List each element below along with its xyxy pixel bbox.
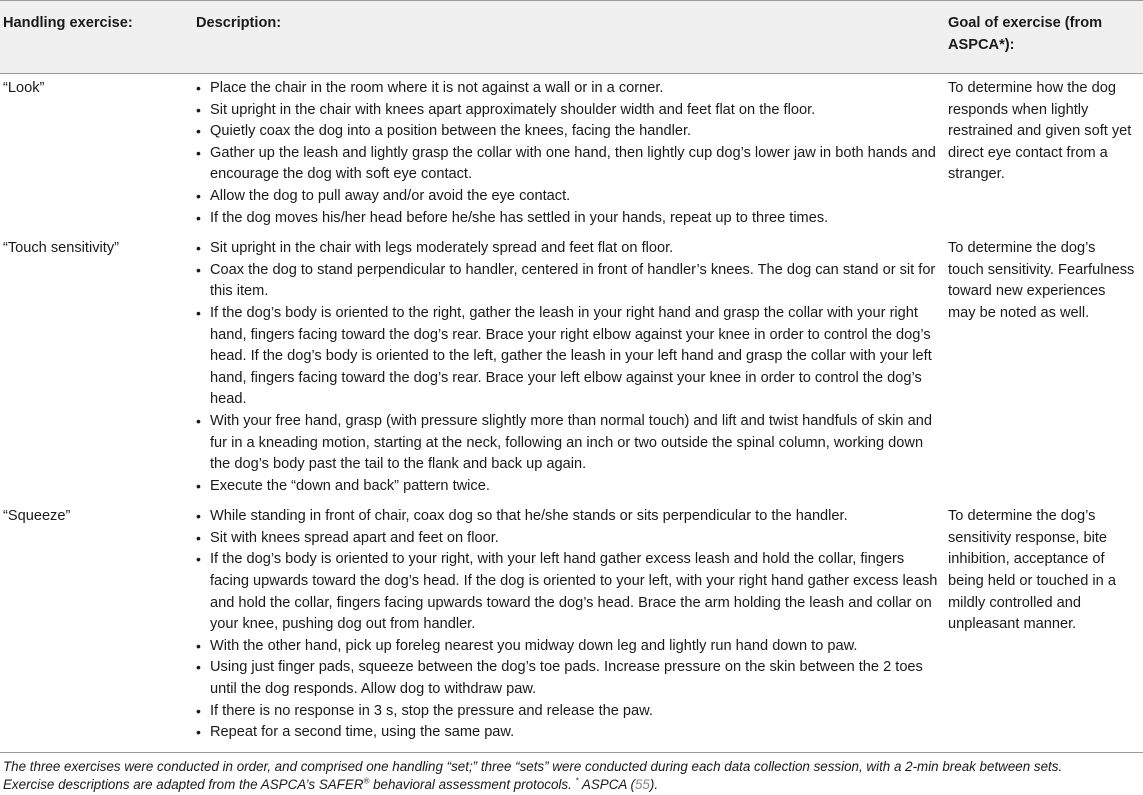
description-list [196, 78, 941, 229]
registered-mark: ® [363, 776, 370, 786]
exercise-goal: To determine how the dog responds when lightly restrained and given soft yet direct eye contact from a stranger. [948, 80, 1132, 183]
exercise-goal: To determine the dog’s sensitivity response, bite inhibition, acceptance of being held or touched in a mildly controlled and unpleasant manner. [945, 502, 1143, 752]
footnote-text-a: Exercise descriptions are adapted from the ASPCA’s SAFER [3, 777, 364, 793]
list-item: • Execute the “down and back” pattern twice. [196, 476, 941, 498]
footnote-text-d: ). [649, 777, 659, 793]
list-item: • While standing in front of chair, coax dog so that he/she stands or sits perpendicular to the handler. [196, 506, 941, 528]
list-item: • If the dog moves his/her head before he/she has settled in your hands, repeat up to three times. [196, 208, 941, 230]
description-list [196, 506, 941, 744]
header-description: Description: [193, 1, 945, 74]
table-header [0, 1, 1143, 74]
list-item: • Repeat for a second time, using the same paw. [196, 722, 941, 744]
list-item: • If there is no response in 3 s, stop the pressure and release the paw. [196, 701, 941, 723]
footnote-text-b: behavioral assessment protocols. [369, 777, 576, 793]
exercise-goal: To determine the dog’s touch sensitivity. Fearfulness toward new experiences may be noted as well. [948, 240, 1135, 321]
exercise-name: “Squeeze” [0, 502, 193, 752]
list-item: • Sit upright in the chair with knees apart approximately shoulder width and feet flat on the floor. [196, 100, 941, 122]
exercise-name: “Touch sensitivity” [3, 240, 119, 257]
table-row [0, 234, 1143, 502]
list-item: • If the dog’s body is oriented to the right, gather the leash in your right hand and grasp the collar with your right hand, fingers facing toward the dog’s rear. Brace your right elbow against your knee in order to control the dog’s head. If the dog’s body is oriented to the left, gather the leash in your left hand and grasp the collar with your left hand, fingers facing toward the dog’s rear. Brace your left elbow against your knee in order to control the dog’s head. [196, 303, 941, 411]
header-handling-exercise: Handling exercise: [0, 1, 193, 74]
reference-link[interactable]: 55 [634, 777, 650, 793]
asterisk-mark: * [575, 776, 579, 786]
list-item: • With the other hand, pick up foreleg nearest you midway down leg and lightly run hand down to paw. [196, 636, 941, 658]
list-item: • Quietly coax the dog into a position between the knees, facing the handler. [196, 121, 941, 143]
list-item: • Coax the dog to stand perpendicular to handler, centered in front of handler’s knees. The dog can stand or sit for this item. [196, 260, 941, 303]
header-goal: Goal of exercise (from ASPCA*): [945, 1, 1143, 74]
footnote-line-2 [3, 776, 1140, 795]
footnote-line-1: The three exercises were conducted in order, and comprised one handling “set;” three “sets” were conducted during each data collection session, with a 2-min break between sets. [3, 758, 1063, 774]
table-row [0, 74, 1143, 235]
exercise-description [193, 502, 945, 752]
list-item: • Sit upright in the chair with legs moderately spread and feet flat on floor. [196, 238, 941, 260]
exercise-name: “Look” [3, 80, 45, 96]
list-item: • Place the chair in the room where it is not against a wall or in a corner. [196, 78, 941, 100]
footnote-text-c: ASPCA ( [578, 777, 635, 793]
table-footnote [0, 753, 1143, 795]
exercise-description [193, 234, 945, 502]
list-item: • Gather up the leash and lightly grasp the collar with one hand, then lightly cup dog’s lower jaw in both hands and encourage the dog with soft eye contact. [196, 143, 941, 186]
list-item: • Using just finger pads, squeeze between the dog’s toe pads. Increase pressure on the skin between the 2 toes until the dog responds. Allow dog to withdraw paw. [196, 657, 941, 700]
list-item: • If the dog’s body is oriented to your right, with your left hand gather excess leash and hold the collar, fingers facing upwards toward the dog’s head. If the dog is oriented to your left, with your right hand gather excess leash and hold the collar, fingers facing upwards toward the dog’s head. Brace the arm holding the leash and collar on your knee, pushing dog out from handler. [196, 549, 941, 635]
list-item: • Sit with knees spread apart and feet on floor. [196, 528, 941, 550]
table-row [0, 502, 1143, 752]
table-body [0, 74, 1143, 753]
description-list [196, 238, 941, 497]
list-item: • With your free hand, grasp (with pressure slightly more than normal touch) and lift and twist handfuls of skin and fur in a kneading motion, starting at the neck, following an inch or two outside the spinal column, working down the dog’s body past the tail to the flank and back up again. [196, 411, 941, 476]
exercise-description [193, 74, 945, 235]
list-item: • Allow the dog to pull away and/or avoid the eye contact. [196, 186, 941, 208]
